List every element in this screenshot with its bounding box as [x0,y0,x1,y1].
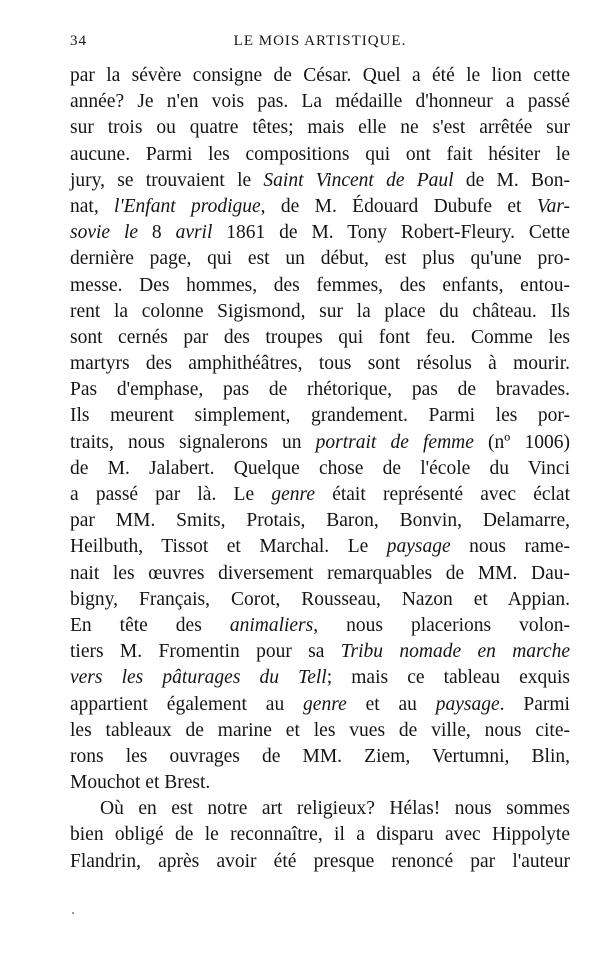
running-title: LE MOIS ARTISTIQUE. [233,33,407,49]
text-line: Ils meurent simplement, grandement. Parmi les por- [70,405,570,427]
text-run: 1861 de M. Tony Robert-Fleury. Cette [212,222,571,244]
text-run: Heilbuth, Tissot et Marchal. Le [70,536,387,558]
text-run: jury, se trouvaient le [70,169,264,191]
emphasis: paysage [435,693,500,715]
artwork-title: Tribu nomade en marche [340,641,570,663]
emphasis: genre [271,484,315,505]
artwork-title: Var- [536,195,571,217]
text-run: , nous placerions volon- [313,614,570,636]
running-header [70,33,570,57]
text-line: année? Je n'en vois pas. La médaille d'honneur a passé [70,91,570,113]
text-line: Mouchot et Brest. [70,772,211,794]
text-line: nait les œuvres diversement remarquables de MM. Dau- [70,562,570,584]
text-run: a passé par là. Le [70,484,272,505]
text-run: , de M. Édouard Dubufe et [260,195,537,217]
artwork-title: l'Enfant prodigue [114,195,261,217]
page-number: 34 [70,33,87,49]
text-line: bien obligé de le reconnaître, il a disparu avec Hippolyte [70,824,570,846]
text-line [70,692,570,718]
text-line [70,430,570,456]
text-line [70,168,570,194]
text-line [70,613,570,639]
text-run: était représenté avec éclat [315,484,570,505]
text-line [70,534,570,560]
text-line: Où en est notre art religieux? Hélas! nous sommes [100,798,570,820]
text-run: traits, nous signalerons un [70,431,316,453]
text-line [70,665,570,691]
text-line: les tableaux de marine et les vues de ville, nous cite- [70,719,570,741]
text-line: de M. Jalabert. Quelque chose de l'école du Vinci [70,457,570,479]
text-line: sur trois ou quatre têtes; mais elle ne s'est arrêtée sur [70,117,570,139]
text-line [70,639,570,665]
text-line [70,220,570,246]
text-run: ; mais ce tableau exquis [326,667,570,689]
text-run: nat, [70,195,115,217]
text-run: . Parmi [499,693,570,715]
text-run: appartient également au [70,693,304,715]
text-line: bigny, Français, Corot, Rousseau, Nazon et Appian. [70,588,570,610]
body-text [70,63,570,875]
text-run: (nº 1006) [473,431,570,453]
text-run: nous rame- [450,536,570,558]
emphasis: paysage [386,536,451,558]
artwork-title: Saint Vincent de Paul [263,169,454,191]
text-line: aucune. Parmi les compositions qui ont fait hésiter le [70,143,570,165]
text-line: Pas d'emphase, pas de rhétorique, pas de bravades. [70,379,570,401]
text-line [70,482,570,508]
emphasis: animaliers [229,614,314,636]
text-line: messe. Des hommes, des femmes, des enfants, entou- [70,274,570,296]
text-line: dernière page, qui est un début, est plus qu'une pro- [70,248,570,270]
paper-speck [72,912,74,914]
text-line: par la sévère consigne de César. Quel a été le lion cette [70,65,570,86]
text-run: tiers M. Fromentin pour sa [70,641,341,663]
text-run: et au [346,693,436,715]
text-line: rent la colonne Sigismond, sur la place du château. Ils [70,300,570,322]
text-line: Flandrin, après avoir été presque renoncé par l'auteur [70,850,570,872]
artwork-title: portrait de femme [315,431,474,453]
text-line: martyrs des amphithéâtres, tous sont résolus à mourir. [70,353,570,375]
text-run: 8 [138,222,176,244]
emphasis: genre [303,693,347,715]
text-run: En tête des [70,614,230,636]
text-line: rons les ouvrages de MM. Ziem, Vertumni, Blin, [70,745,570,767]
text-line: sont cernés par des troupes qui font feu. Comme les [70,326,570,348]
text-line: par MM. Smits, Protais, Baron, Bonvin, Delamarre, [70,510,570,532]
text-run: de M. Bon- [453,169,570,191]
artwork-title: vers les pâturages du Tell [70,667,327,689]
artwork-title: avril [175,222,213,244]
text-line [70,194,570,220]
artwork-title: sovie le [70,222,139,244]
